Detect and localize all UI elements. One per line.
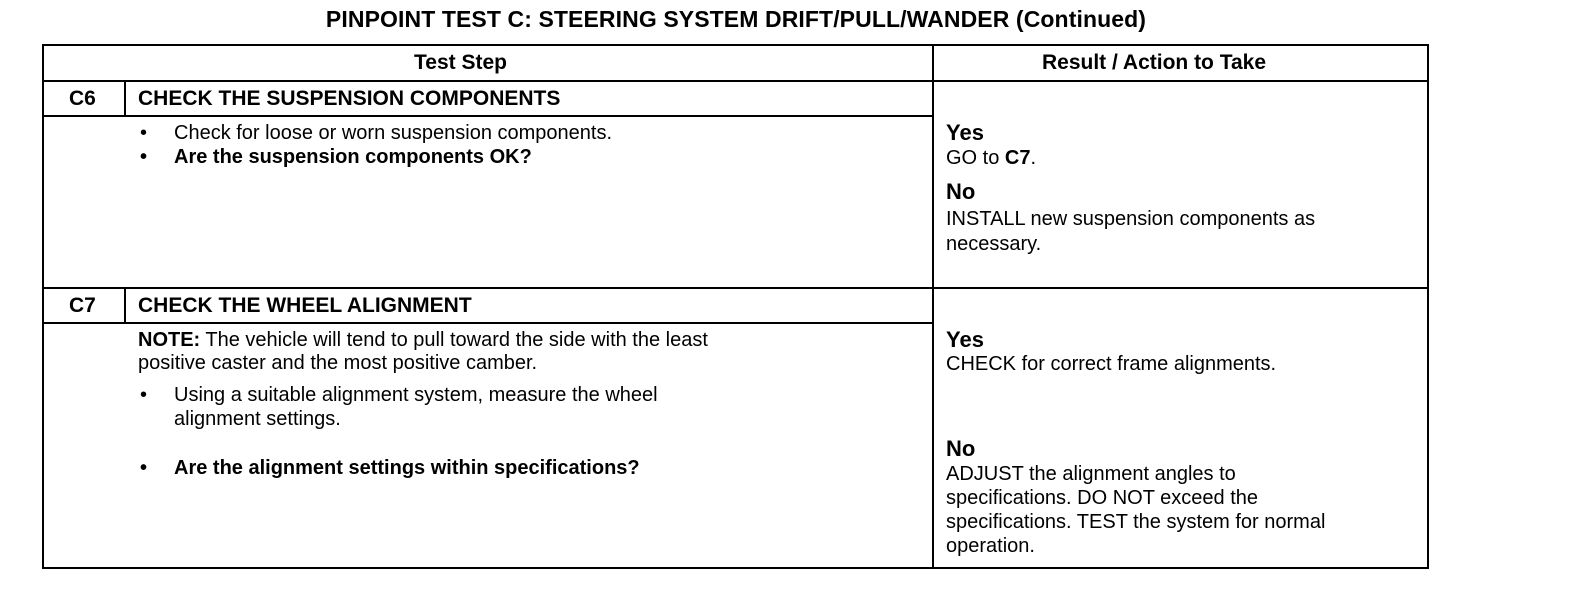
c7-no-action-line-1: ADJUST the alignment angles to: [946, 463, 1236, 485]
c6-yes-action: GO to C7.: [946, 147, 1037, 169]
c6-yes-label: Yes: [946, 120, 984, 145]
bullet-icon: •: [140, 457, 148, 479]
c6-question: Are the suspension components OK?: [174, 146, 532, 168]
c7-no-action-line-2: specifications. DO NOT exceed the: [946, 487, 1258, 509]
c6-heading-divider: [42, 115, 933, 117]
bullet-icon: •: [140, 384, 148, 406]
c7-bullet-line-1: Using a suitable alignment system, measure the wheel: [174, 384, 658, 406]
c6-no-action-line-2: necessary.: [946, 233, 1042, 255]
c7-bullet-line-2: alignment settings.: [174, 408, 341, 430]
column-divider: [932, 44, 934, 569]
c6-yes-ref: C7: [1004, 147, 1031, 169]
c7-yes-label: Yes: [946, 327, 984, 352]
c7-no-action-line-4: operation.: [946, 535, 1035, 557]
row-divider: [42, 287, 1429, 289]
c7-question: Are the alignment settings within specifications?: [174, 457, 640, 479]
c7-id-divider: [124, 287, 126, 324]
bullet-icon: •: [140, 122, 148, 144]
c7-note-line-2: positive caster and the most positive camber.: [138, 352, 538, 374]
c7-note-label: NOTE:: [138, 329, 201, 351]
c6-id-divider: [124, 80, 126, 117]
header-result-action: Result / Action to Take: [1042, 51, 1267, 74]
step-id-c6: C6: [69, 87, 96, 110]
c7-yes-action: CHECK for correct frame alignments.: [946, 353, 1277, 375]
step-heading-c7: CHECK THE WHEEL ALIGNMENT: [138, 294, 472, 317]
page-title: PINPOINT TEST C: STEERING SYSTEM DRIFT/PULL/WANDER (Continued): [325, 6, 1147, 32]
c7-no-label: No: [946, 436, 976, 461]
step-id-c7: C7: [69, 294, 96, 317]
header-test-step: Test Step: [414, 51, 507, 74]
c7-heading-divider: [42, 322, 933, 324]
c7-note-line-1: NOTE: The vehicle will tend to pull toward the side with the least: [138, 329, 708, 351]
bullet-icon: •: [140, 146, 148, 168]
c6-no-action-line-1: INSTALL new suspension components as: [946, 208, 1316, 230]
header-divider: [42, 80, 1429, 82]
c6-bullet-text: Check for loose or worn suspension components.: [174, 122, 613, 144]
c7-no-action-line-3: specifications. TEST the system for normal: [946, 511, 1326, 533]
step-heading-c6: CHECK THE SUSPENSION COMPONENTS: [138, 87, 561, 110]
c6-no-label: No: [946, 179, 976, 204]
